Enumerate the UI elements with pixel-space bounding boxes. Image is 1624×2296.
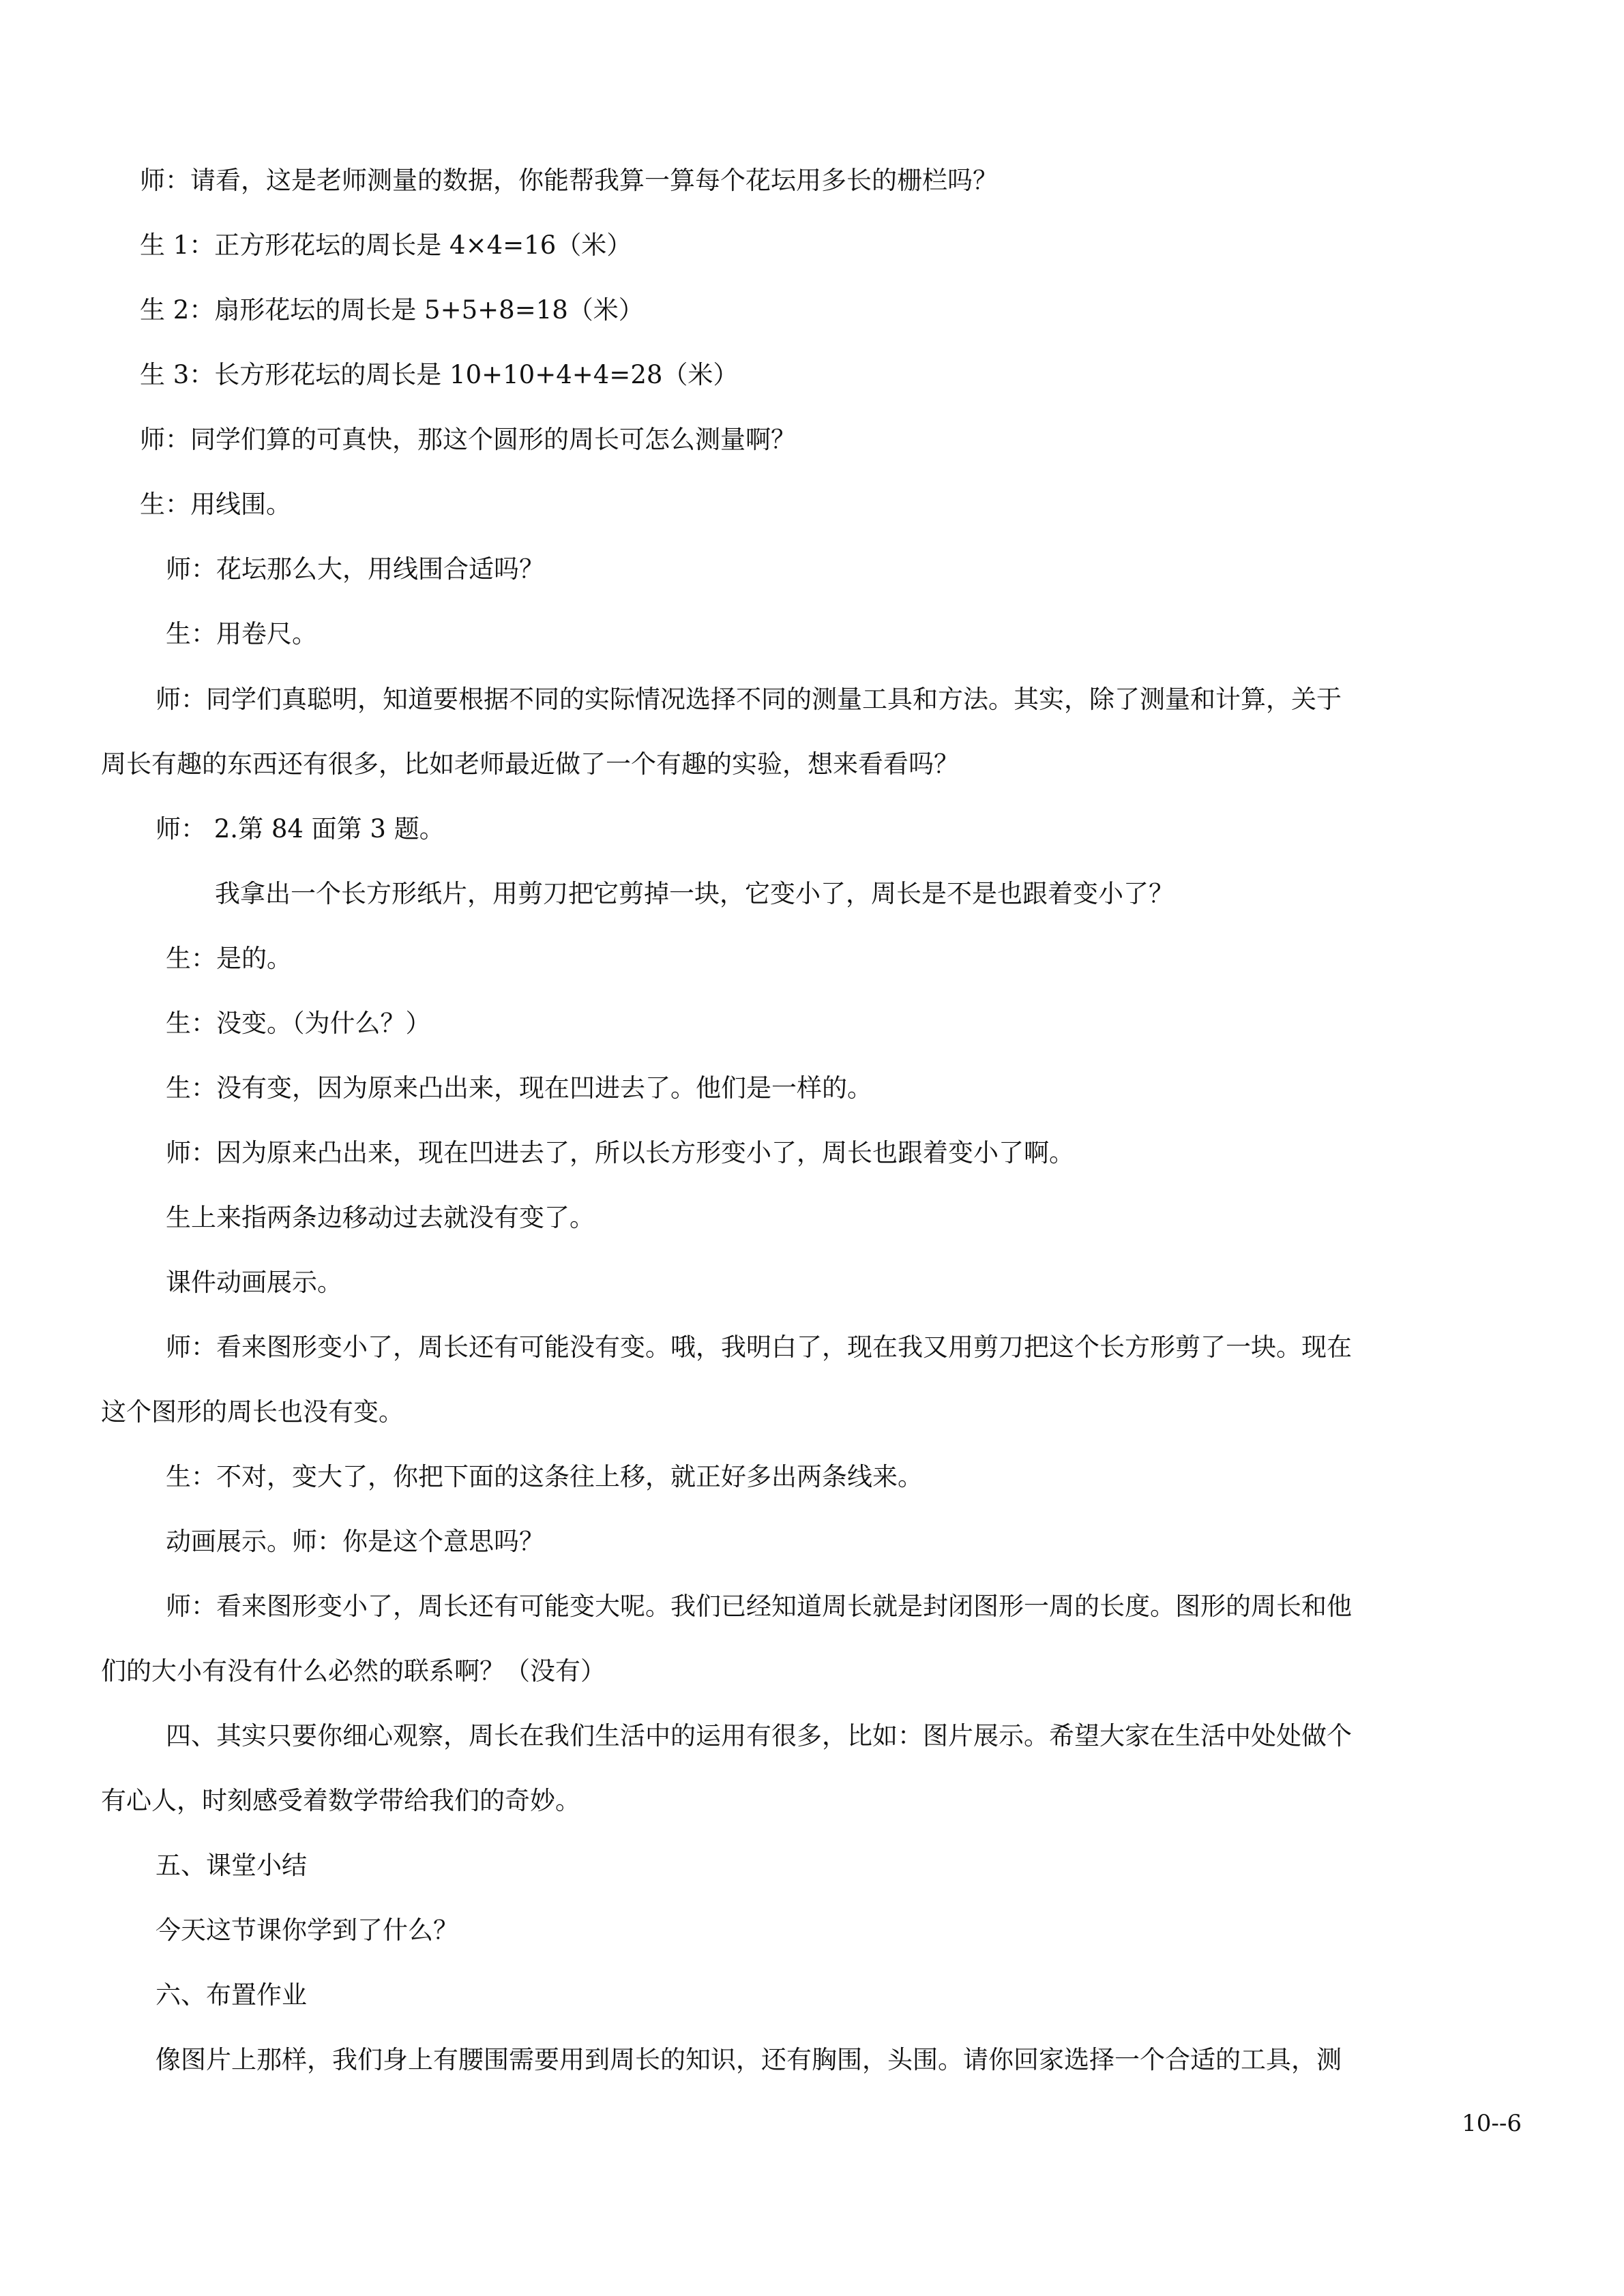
text-line-9: 师：同学们真聪明，知道要根据不同的实际情况选择不同的测量工具和方法。其实，除了测量和计算，关于	[156, 685, 1342, 714]
text-line-10: 周长有趣的东西还有很多，比如老师最近做了一个有趣的实验，想来看看吗？	[101, 749, 959, 779]
text-line-29: 六、布置作业	[156, 1980, 307, 2010]
text-line-28: 今天这节课你学到了什么？	[156, 1915, 458, 1945]
text-line-11: 师： 2.第 84 面第 3 题。	[156, 814, 445, 844]
text-line-24: 们的大小有没有什么必然的联系啊？（没有）	[101, 1656, 606, 1686]
text-line-4: 生 3：长方形花坛的周长是 10+10+4+4=28（米）	[140, 360, 739, 389]
text-line-23: 师：看来图形变小了，周长还有可能变大呢。我们已经知道周长就是封闭图形一周的长度。图形的周长和他	[166, 1592, 1352, 1621]
text-line-26: 有心人，时刻感受着数学带给我们的奇妙。	[101, 1786, 580, 1815]
text-line-19: 师：看来图形变小了，周长还有可能没有变。哦，我明白了，现在我又用剪刀把这个长方形剪了一块。现在	[166, 1332, 1352, 1362]
page-number: 10--6	[1462, 2110, 1522, 2137]
text-line-12: 我拿出一个长方形纸片，用剪刀把它剪掉一块，它变小了，周长是不是也跟着变小了？	[215, 879, 1174, 908]
text-line-18: 课件动画展示。	[166, 1268, 342, 1297]
text-line-1: 师：请看，这是老师测量的数据，你能帮我算一算每个花坛用多长的栅栏吗？	[140, 166, 998, 195]
text-line-7: 师：花坛那么大，用线围合适吗？	[166, 554, 544, 584]
text-line-5: 师：同学们算的可真快，那这个圆形的周长可怎么测量啊？	[140, 425, 796, 454]
text-line-17: 生上来指两条边移动过去就没有变了。	[166, 1203, 595, 1232]
text-line-8: 生：用卷尺。	[166, 619, 317, 648]
text-line-6: 生：用线围。	[140, 490, 291, 519]
text-line-16: 师：因为原来凸出来，现在凹进去了，所以长方形变小了，周长也跟着变小了啊。	[166, 1138, 1074, 1167]
text-line-14: 生：没变。（为什么？）	[166, 1009, 431, 1038]
text-line-3: 生 2：扇形花坛的周长是 5+5+8=18（米）	[140, 295, 644, 325]
text-line-20: 这个图形的周长也没有变。	[101, 1397, 404, 1427]
text-line-22: 动画展示。师：你是这个意思吗？	[166, 1527, 544, 1556]
text-line-27: 五、课堂小结	[156, 1851, 307, 1880]
text-line-30: 像图片上那样，我们身上有腰围需要用到周长的知识，还有胸围，头围。请你回家选择一个合适的工具，测	[156, 2045, 1342, 2074]
text-line-21: 生：不对，变大了，你把下面的这条往上移，就正好多出两条线来。	[166, 1462, 923, 1491]
text-line-25: 四、其实只要你细心观察，周长在我们生活中的运用有很多，比如：图片展示。希望大家在生活中处处做个	[166, 1721, 1352, 1750]
text-line-13: 生：是的。	[166, 944, 292, 973]
text-line-15: 生：没有变，因为原来凸出来，现在凹进去了。他们是一样的。	[166, 1073, 872, 1103]
text-line-2: 生 1：正方形花坛的周长是 4×4=16（米）	[140, 230, 632, 260]
